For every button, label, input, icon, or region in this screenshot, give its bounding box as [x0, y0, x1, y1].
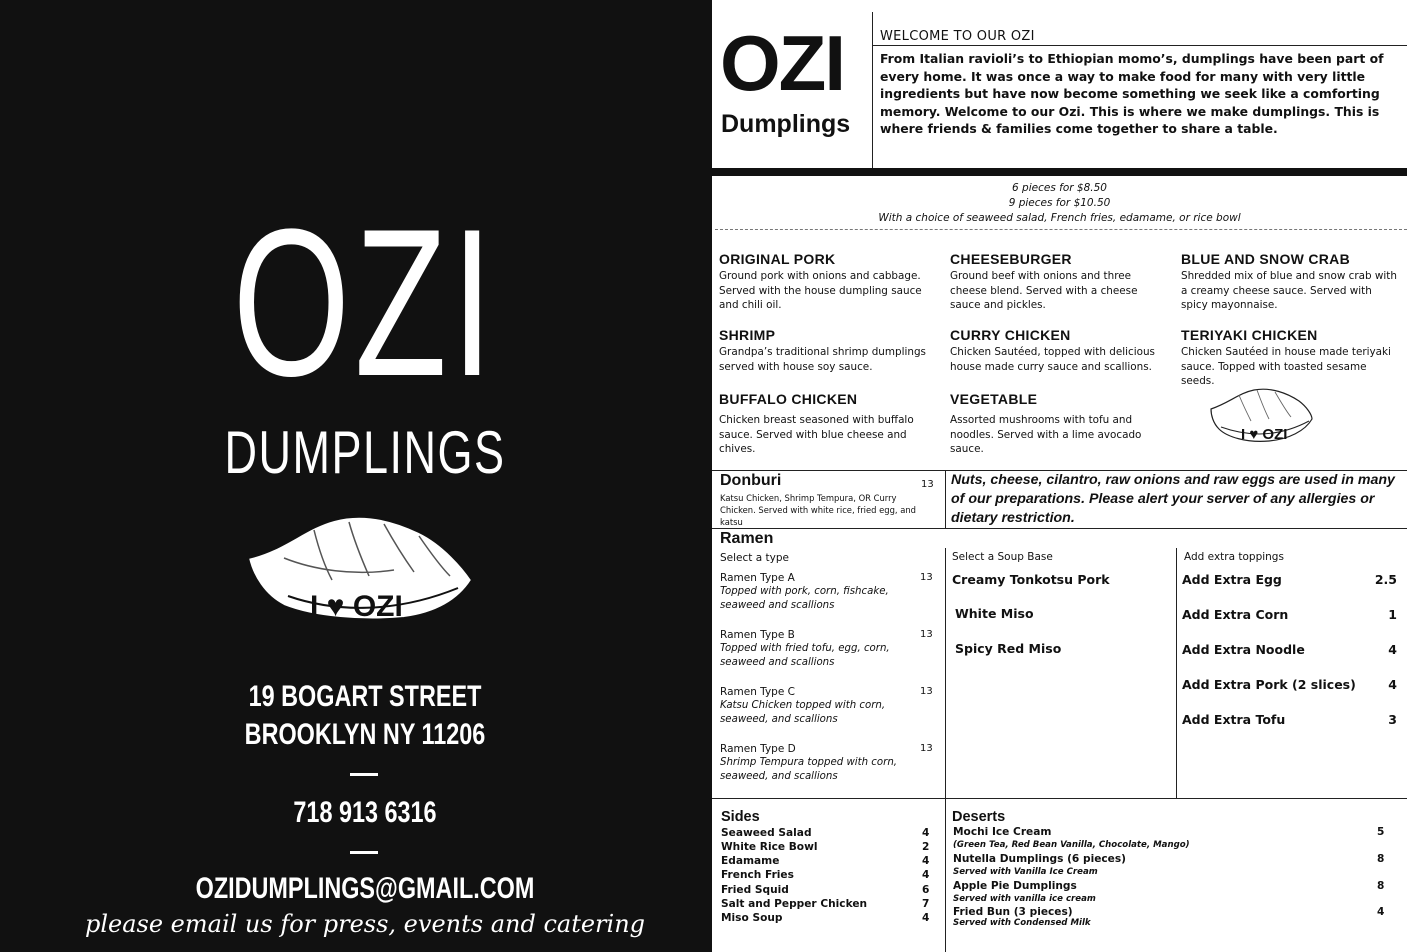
- topping-price: 1: [1388, 607, 1397, 622]
- ramen-name: Ramen Type A: [720, 572, 795, 584]
- side-price: 7: [922, 898, 930, 910]
- deserts-title: Deserts: [952, 809, 1006, 825]
- dumpling-name: CURRY CHICKEN: [950, 327, 1071, 343]
- side-item: Edamame: [721, 855, 780, 867]
- ramen-desc: Shrimp Tempura topped with corn, seaweed, and scallions: [720, 757, 898, 783]
- side-item: Fried Squid: [721, 884, 789, 896]
- ramen-name: Ramen Type D: [720, 743, 796, 755]
- side-price: 4: [922, 869, 930, 881]
- ramen-name: Ramen Type C: [720, 686, 795, 698]
- cover-email: OZIDUMPLINGS@GMAIL.COM: [195, 872, 535, 905]
- allergy-note: Nuts, cheese, cilantro, raw onions and raw eggs are used in many of our preparations. Please alert your server of any allergies or dietary restriction.: [951, 472, 1395, 526]
- ramen-title: Ramen: [720, 530, 774, 547]
- dumpling-logo-icon: [244, 510, 476, 635]
- side-item: Miso Soup: [721, 912, 783, 924]
- topping-item: Add Extra Noodle: [1182, 642, 1305, 657]
- dumpling-item: [719, 327, 939, 374]
- dumpling-item: [719, 391, 939, 457]
- welcome-text: From Italian ravioli’s to Ethiopian momo’s, dumplings have been part of every home. It was once a way to make food for many with very little ingredients but have now become something we seek like a comforting memory. Welcome to our Ozi. This is where we make dumplings. This is where friends & families come together to share a table.: [880, 51, 1384, 137]
- column-divider: [945, 548, 946, 798]
- topping-item: Add Extra Pork (2 slices): [1182, 677, 1356, 692]
- menu-brand-subtitle: Dumplings: [721, 110, 851, 138]
- ramen-name: Ramen Type B: [720, 629, 795, 641]
- donburi-price: 13: [921, 479, 934, 490]
- section-rule: [712, 528, 1407, 529]
- side-price: 4: [922, 855, 930, 867]
- ramen-item: [720, 629, 934, 671]
- side-price: 4: [922, 912, 930, 924]
- dumpling-desc: Chicken breast seasoned with buffalo sauce. Served with blue cheese and chives.: [719, 414, 914, 455]
- soup-base-item: White Miso: [955, 606, 1034, 621]
- topping-price: 3: [1388, 712, 1397, 727]
- dumpling-item: [950, 327, 1170, 374]
- cover-divider: [350, 773, 378, 776]
- dumpling-name: ORIGINAL PORK: [719, 251, 836, 267]
- cover-subtitle: DUMPLINGS: [224, 419, 506, 486]
- desert-item: Fried Bun (3 pieces): [953, 906, 1073, 918]
- cover-note: please email us for press, events and catering: [84, 910, 646, 938]
- desert-note: (Green Tea, Red Bean Vanilla, Chocolate, Mango): [953, 840, 1190, 850]
- ramen-item: [720, 743, 934, 785]
- dumpling-item: [950, 251, 1170, 313]
- column-divider: [945, 470, 946, 528]
- dumpling-desc: Ground pork with onions and cabbage. Served with the house dumpling sauce and chili oil.: [719, 270, 922, 311]
- dumpling-item: [950, 391, 1170, 457]
- topping-price: 4: [1388, 642, 1397, 657]
- ramen-type-header: Select a type: [720, 552, 789, 564]
- dumpling-name: SHRIMP: [719, 327, 776, 343]
- desert-item: Nutella Dumplings (6 pieces): [953, 853, 1127, 865]
- cover-phone: 718 913 6316: [293, 796, 437, 829]
- topping-price: 4: [1388, 677, 1397, 692]
- price-line: With a choice of seaweed salad, French fries, edamame, or rice bowl: [878, 212, 1241, 224]
- side-price: 6: [922, 884, 930, 896]
- side-price: 4: [922, 827, 930, 839]
- dumpling-logo-icon: [1209, 385, 1314, 447]
- dumpling-desc: Chicken Sautéed in house made teriyaki sauce. Topped with toasted sesame seeds.: [1181, 346, 1391, 387]
- dumpling-name: CHEESEBURGER: [950, 251, 1072, 267]
- dumpling-name: VEGETABLE: [950, 391, 1038, 407]
- desert-note: Served with Vanilla Ice Cream: [953, 867, 1098, 877]
- price-line: 9 pieces for $10.50: [1008, 197, 1111, 209]
- ramen-item: [720, 686, 934, 728]
- ramen-price: 13: [920, 572, 933, 583]
- side-item: Salt and Pepper Chicken: [721, 898, 868, 910]
- side-item: White Rice Bowl: [721, 841, 818, 853]
- dumpling-item: [719, 251, 939, 313]
- dumpling-desc: Shredded mix of blue and snow crab with a creamy cheese sauce. Served with spicy mayonnaise.: [1181, 270, 1397, 311]
- cover-address-line1: 19 BOGART STREET: [248, 680, 482, 713]
- section-rule: [712, 798, 1407, 799]
- side-price: 2: [922, 841, 930, 853]
- desert-price: 5: [1377, 826, 1385, 838]
- dumpling-name: BUFFALO CHICKEN: [719, 391, 858, 407]
- cover-address-line2: BROOKLYN NY 11206: [244, 718, 486, 751]
- dumpling-prices: [712, 181, 1407, 226]
- desert-price: 4: [1377, 906, 1385, 918]
- side-item: French Fries: [721, 869, 794, 881]
- soup-base-header: Select a Soup Base: [952, 551, 1053, 563]
- dumpling-item: [1181, 327, 1401, 389]
- logo-text: I ♥ OZI: [310, 590, 403, 623]
- dumpling-desc: Assorted mushrooms with tofu and noodles. Served with a lime avocado sauce.: [950, 414, 1142, 455]
- donburi-title: Donburi: [720, 472, 782, 489]
- side-item: Seaweed Salad: [721, 827, 812, 839]
- menu-panel: [712, 0, 1413, 952]
- cover-title: OZI: [232, 185, 498, 420]
- ramen-price: 13: [920, 686, 933, 697]
- header-divider: [872, 12, 873, 168]
- sides-title: Sides: [721, 809, 760, 825]
- ramen-price: 13: [920, 629, 933, 640]
- column-divider: [1176, 548, 1177, 798]
- welcome-title: WELCOME TO OUR OZI: [880, 29, 1035, 44]
- ramen-desc: Topped with pork, corn, fishcake, seaweed and scallions: [720, 586, 889, 612]
- ramen-item: [720, 572, 934, 614]
- desert-note: Served with vanilla ice cream: [953, 894, 1096, 904]
- dumpling-item: [1181, 251, 1401, 313]
- soup-base-item: Spicy Red Miso: [955, 641, 1062, 656]
- cover-divider: [350, 851, 378, 854]
- ramen-price: 13: [920, 743, 933, 754]
- desert-price: 8: [1377, 853, 1385, 865]
- column-divider: [945, 798, 946, 952]
- dumpling-name: BLUE AND SNOW CRAB: [1181, 251, 1350, 267]
- dumpling-desc: Ground beef with onions and three cheese blend. Served with a cheese sauce and pickles.: [950, 270, 1138, 311]
- topping-item: Add Extra Egg: [1182, 572, 1282, 587]
- desert-note: Served with Condensed Milk: [953, 918, 1091, 928]
- topping-price: 2.5: [1374, 572, 1397, 587]
- soup-base-item: Creamy Tonkotsu Pork: [952, 572, 1110, 587]
- dumpling-name: TERIYAKI CHICKEN: [1181, 327, 1318, 343]
- topping-item: Add Extra Corn: [1182, 607, 1289, 622]
- desert-item: Apple Pie Dumplings: [953, 880, 1077, 892]
- ramen-desc: Topped with fried tofu, egg, corn, seaweed and scallions: [720, 643, 890, 669]
- price-line: 6 pieces for $8.50: [1012, 182, 1107, 194]
- desert-price: 8: [1377, 880, 1385, 892]
- donburi-desc: Katsu Chicken, Shrimp Tempura, OR Curry Chicken. Served with white rice, fried egg, and katsu: [720, 493, 917, 527]
- dumpling-desc: Chicken Sautéed, topped with delicious house made curry sauce and scallions.: [950, 346, 1155, 373]
- toppings-header: Add extra toppings: [1184, 551, 1284, 563]
- desert-item: Mochi Ice Cream: [953, 826, 1052, 838]
- dumpling-desc: Grandpa’s traditional shrimp dumplings served with house soy sauce.: [719, 346, 926, 373]
- menu-brand: OZI: [720, 19, 844, 107]
- ramen-desc: Katsu Chicken topped with corn, seaweed, and scallions: [720, 700, 886, 726]
- dotted-divider: [715, 229, 1407, 230]
- topping-item: Add Extra Tofu: [1182, 712, 1286, 727]
- header-bar: [712, 168, 1407, 176]
- header-rule: [872, 45, 1407, 46]
- small-logo-text: I ♥ OZI: [1241, 426, 1288, 443]
